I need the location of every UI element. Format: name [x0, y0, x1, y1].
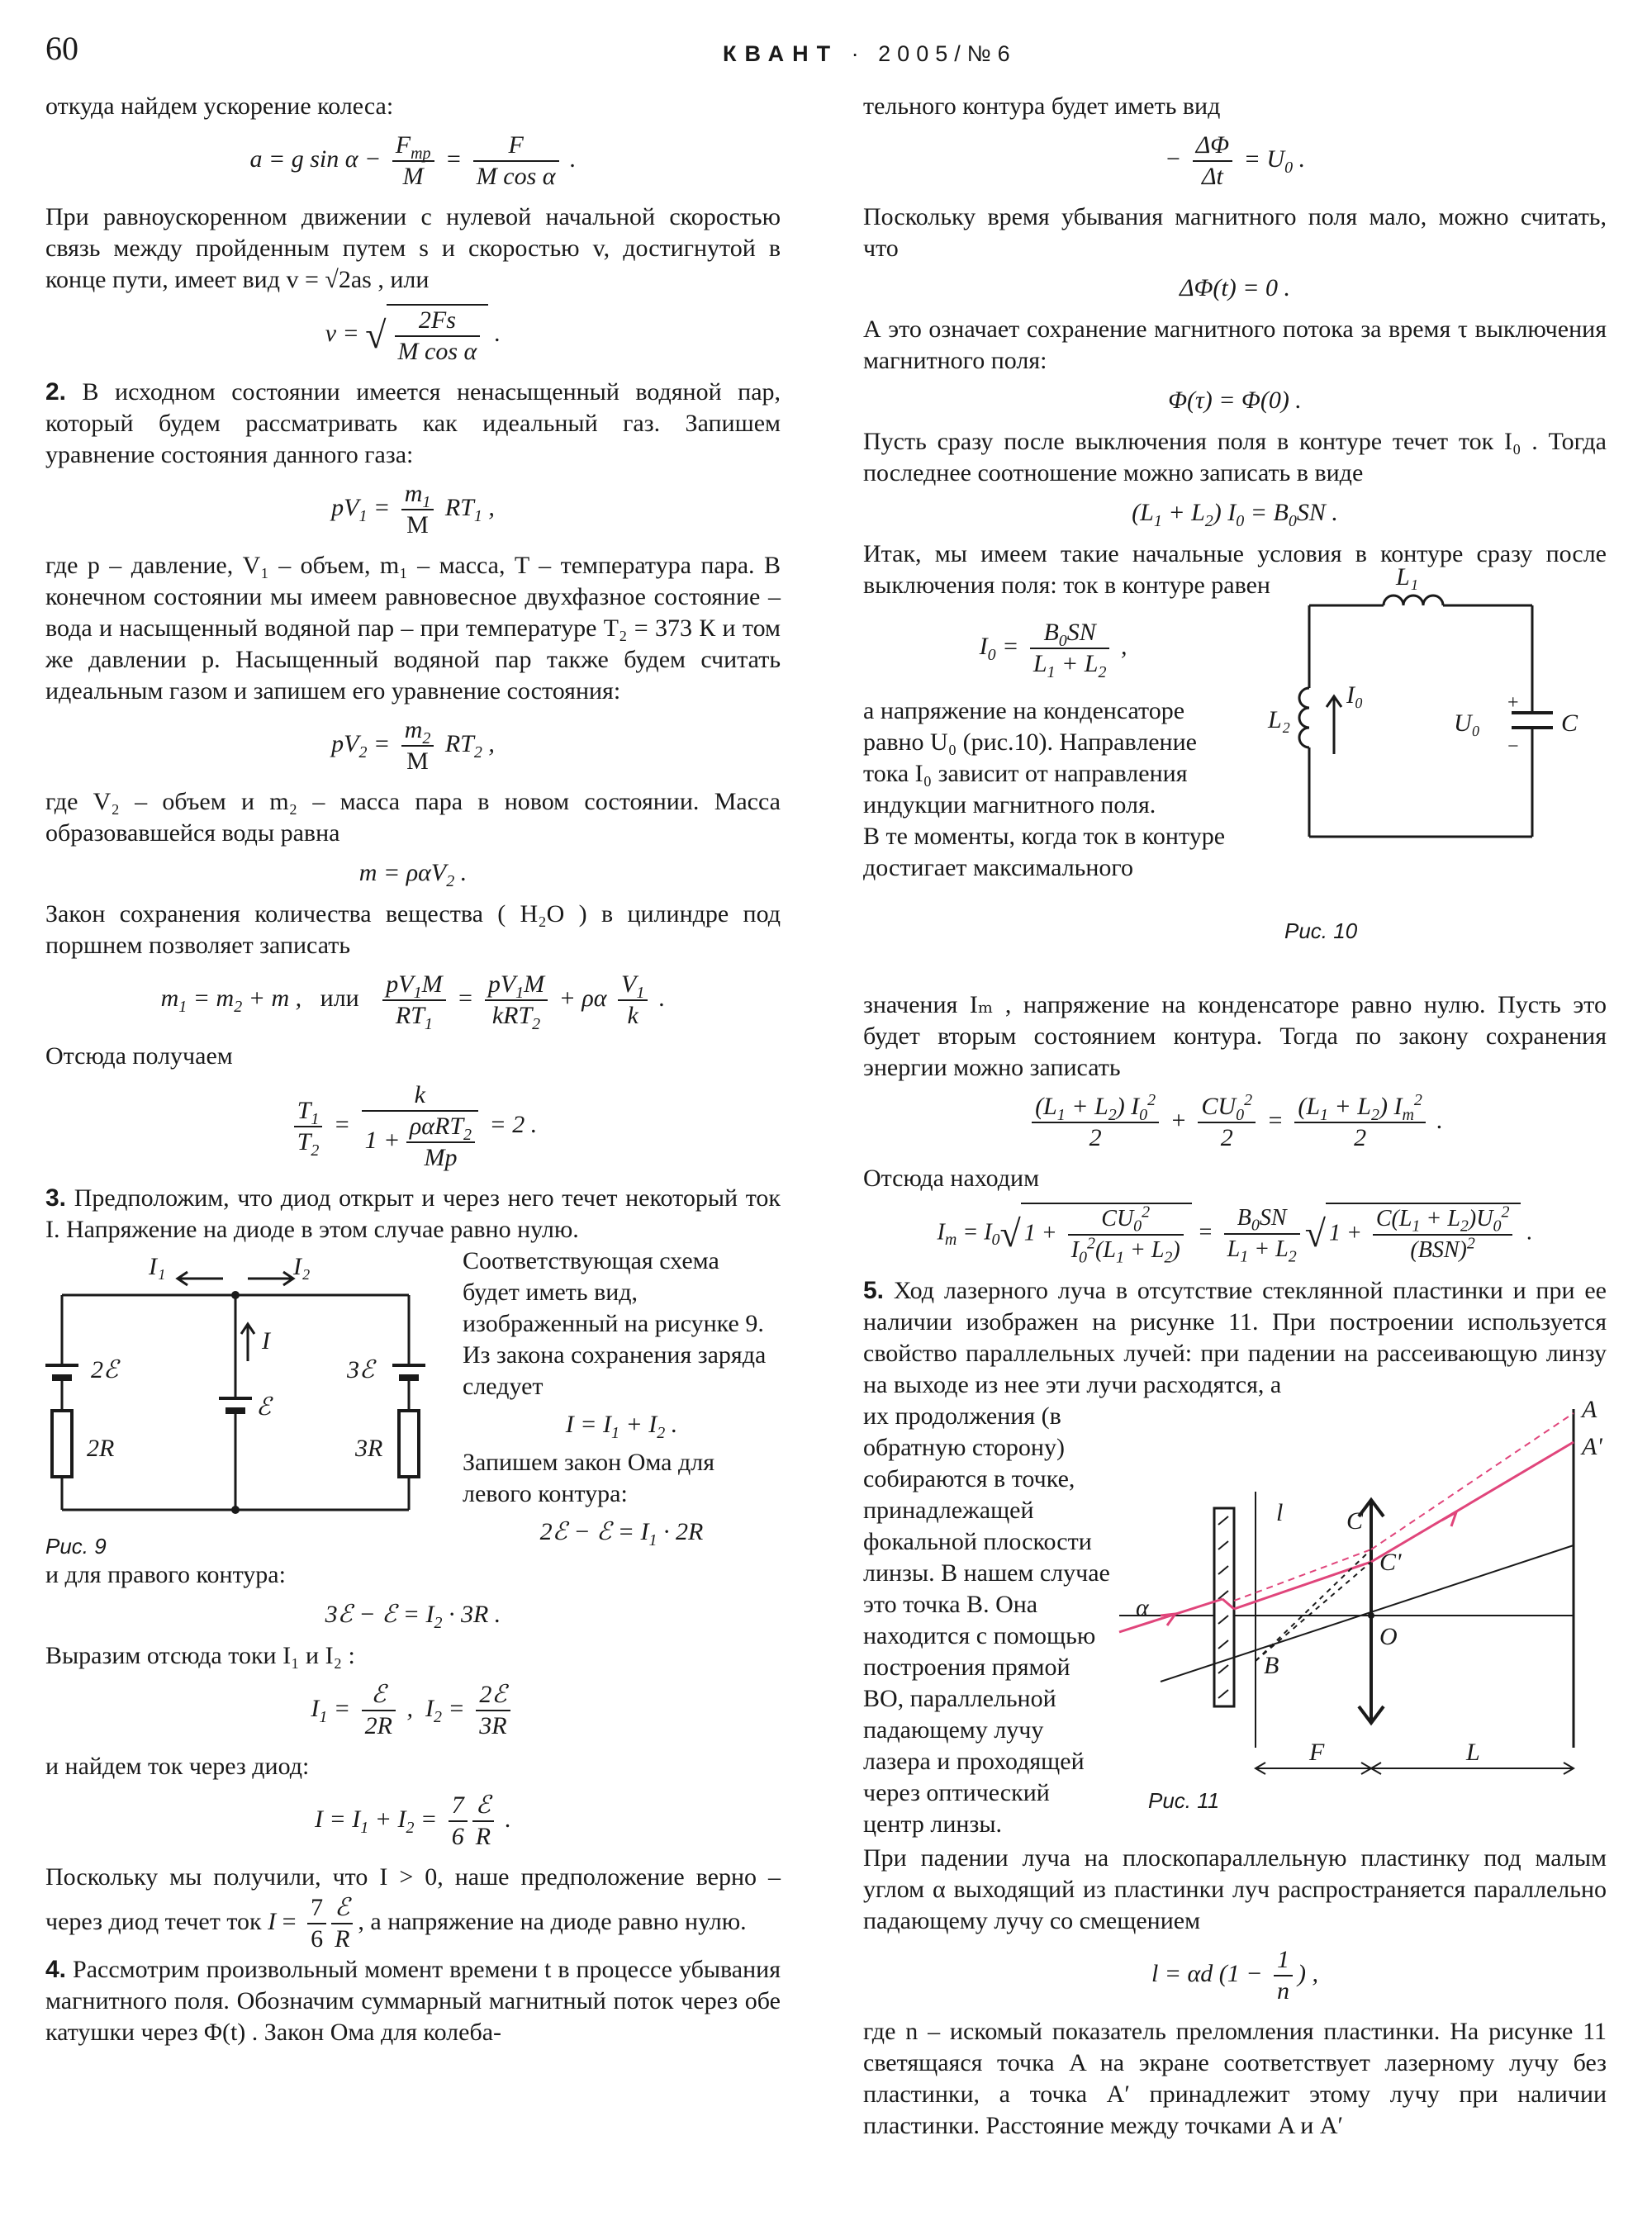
paragraph-problem-3: 3. Предположим, что диод открыт и через него течет некоторый ток I. Напряжение на диоде в этом случае равно нулю.: [45, 1184, 781, 1243]
formula-emf: − $\frac{\Delta\Phi}{\Delta t}$ = $U_0$ .: [1164, 131, 1306, 190]
formula-conservation: $m_1 = m_2 + m$ , или $\frac{pV_1M}{RT_1}$ = $\frac{pV_1M}{kRT_2}$ + ρα $\frac{V_1}{k}$ .: [160, 970, 666, 1033]
label-alpha: α: [1136, 1594, 1149, 1621]
formula-state-2: $pV_2$ = $\frac{m_2}{M}$ $RT_2$ ,: [331, 716, 495, 775]
figure-9-side-text: Соответствующая схема будет иметь вид, изображенный на рисунке 9. Из закона сохранения заряда следует $I = I_1 + I_2$ . Запишем закон Ома для левого контура: 2ℰ − ℰ = $I_1 \cdot 2R$: [463, 1246, 781, 1554]
label-L1: L₁: [1396, 563, 1419, 591]
label-F: F: [1309, 1739, 1325, 1766]
label-r3: 3R: [355, 1435, 383, 1462]
paragraph: где p – давление, V₁ – объем, m₁ – масса, T – температура пара. В конечном состоянии мы имеем равновесное двухфазное состояние – вода и насыщенный водяной пар – при температуре T₂ = 373 К и том же давлении p. Насыщенный водяной пар также будем считать идеальным газом и запишем его уравнение состояния:: [45, 552, 781, 705]
label-U0: U₀: [1454, 709, 1481, 737]
paragraph: А это означает сохранение магнитного потока за время τ выключения магнитного поля:: [863, 316, 1607, 374]
figure-11-side-text: их продолжения (в обратную сторону) собираются в точке, принадлежащей фокальной плоскости линзы. В нашем случае это точка B. Она находится с помощью построения прямой BO, параллельной падающему лучу лазера и проходящей через оптический центр линзы.: [863, 1402, 1110, 1838]
paragraph-problem-5: 5. Ход лазерного луча в отсутствие стеклянной пластинки и при ее наличии изображен на рисунке 11. При построении используется свойство параллельных лучей: при падении на рассеивающую линзу на выходе из нее эти лучи расходятся, а: [863, 1277, 1607, 1398]
formula-max-current: $I_m = I_0√$ 1 + $\frac{CU_0^2}{I_0^2(L_1 + L_2)}$ = $\frac{B_0SN}{L_1 + L_2}$ √ 1 + $\frac{C(L_1 + L_2)U_0^2}{(BSN)^2}$ .: [937, 1203, 1533, 1267]
label-I0: I₀: [1346, 681, 1364, 709]
label-A-prime: A': [1582, 1433, 1602, 1460]
figure-11-caption: Рис. 11: [1148, 1788, 1220, 1813]
paragraph: Итак, мы имеем такие начальные условия в контуре сразу после выключения поля: ток в контуре равен: [863, 540, 1607, 599]
paragraph: Отсюда получаем: [45, 1042, 233, 1070]
figure-11-block: [863, 1396, 1607, 1843]
formula-currents: $I_1$ = $\frac{\text{ℰ}}{2R}$ , $I_2$ = $\frac{\text{2ℰ}}{3R}$: [45, 1680, 781, 1741]
paragraph-problem-4: 4. Рассмотрим произвольный момент времени t в процессе убывания магнитного поля. Обозначим суммарный магнитный поток через обе катушки через Φ(t) . Закон Ома для колеба-: [45, 1956, 781, 2046]
paragraph: Закон сохранения количества вещества ( H₂O ) в цилиндре под поршнем позволяет записать: [45, 900, 781, 959]
circuit-diagram-10: [1260, 539, 1607, 903]
label-minus: −: [1507, 736, 1519, 757]
figure-9-caption: Рис. 9: [45, 1534, 107, 1559]
paragraph: Поскольку время убывания магнитного поля мало, можно считать, что: [863, 203, 1607, 262]
formula-acceleration: a = g sin α − $\frac{F_{тр}}{M}$ = $\frac{F}{\text{M cos α}}$ .: [249, 131, 577, 190]
formula-temperature-ratio: $\frac{T_1}{T_2}$ = k 1 + $\frac{\rho\alpha RT_2}{Mp}$ = 2 .: [45, 1080, 781, 1173]
paragraph: При равноускоренном движении с нулевой начальной скоростью связь между пройденным путем s и скоростью v, достигнутой в конце пути, имеет вид v = √2as , или: [45, 203, 781, 293]
label-emf: ℰ: [256, 1393, 272, 1421]
paragraph-problem-2: 2. В исходном состоянии имеется ненасыщенный водяной пар, который будем рассматривать как идеальный газ. Запишем уравнение состояния данного газа:: [45, 378, 781, 468]
formula-initial-flux: $(L_1 + L_2) I_0 = B_0SN$ .: [1132, 499, 1338, 530]
formula-left-loop: 2ℰ − ℰ = $I_1 \cdot 2R$: [539, 1518, 704, 1549]
formula-initial-current: $I_0$ = $\frac{B_0SN}{L_1 + L_2}$ ,: [979, 619, 1127, 681]
paragraph: и найдем ток через диод:: [45, 1753, 310, 1780]
label-A: A: [1582, 1396, 1597, 1423]
formula-displacement: l = αd (1 − $\frac{1}{n}$ ) ,: [1151, 1946, 1319, 2005]
paragraph: Выразим отсюда токи I₁ и I₂ :: [45, 1642, 355, 1669]
formula-energy: $\frac{(L_1 + L_2) I_0^2}{2}$ + $\frac{CU_0^2}{2}$ = $\frac{(L_1 + L_2) I_m^2}{2}$ .: [863, 1092, 1607, 1153]
label-C: C: [1561, 709, 1578, 737]
label-r2: 2R: [87, 1435, 115, 1462]
paragraph: и для правого контура:: [45, 1561, 286, 1588]
paragraph: откуда найдем ускорение колеса:: [45, 93, 394, 120]
page-header: [45, 30, 1607, 83]
paragraph: тельного контура будет иметь вид: [863, 93, 1221, 120]
journal-title: КВАНТ · 2005/№6: [723, 41, 1017, 66]
paragraph: где n – искомый показатель преломления пластинки. На рисунке 11 светящаяся точка A на экране соответствует лазерному лучу без пластинки, а точка A′ принадлежит этому лучу при наличии пластинки. Расстояние между точками A и A′: [863, 2018, 1607, 2139]
formula-velocity: v = √ $\frac{2Fs}{\text{M cos α}}$ .: [45, 304, 781, 367]
paragraph: Пусть сразу после выключения поля в контуре течет ток I₀ . Тогда последнее соотношение можно записать в виде: [863, 428, 1607, 486]
figure-10-caption: Рис. 10: [1284, 918, 1358, 943]
formula-flux-conservation: Φ(τ) = Φ(0) .: [1168, 387, 1302, 414]
circuit-diagram-9: [45, 1246, 458, 1559]
label-C: C: [1346, 1507, 1364, 1535]
paragraph: При падении луча на плоскопараллельную пластинку под малым углом α выходящий из пластинки луч распространяется параллельно падающему лучу со смещением: [863, 1844, 1607, 1934]
label-I: I: [262, 1327, 270, 1355]
paragraph: Отсюда находим: [863, 1165, 1040, 1192]
label-L2: L₂: [1268, 706, 1291, 733]
paragraph-conclusion: Поскольку мы получили, что I > 0, наше предположение верно – через диод течет ток I = $\frac{7}{6}$ $\frac{\text{ℰ}}{R}$ , а напряжение на диоде равно нулю.: [45, 1863, 781, 1953]
formula-diode-current: $I = I_1 + I_2$ = $\frac{7}{6}$ $\frac{\text{ℰ}}{R}$ .: [314, 1791, 512, 1850]
label-C-prime: C': [1379, 1549, 1402, 1576]
figure-9-block: [45, 1246, 781, 1559]
left-column: [45, 91, 781, 2048]
formula-current-sum: $I = I_1 + I_2$ .: [565, 1411, 678, 1442]
label-B: B: [1264, 1652, 1279, 1679]
optics-diagram-11: [1111, 1384, 1607, 1814]
paragraph: значения Iₘ , напряжение на конденсаторе равно нулю. Пусть это будет вторым состоянием контура. Тогда по закону сохранения энергии можно записать: [863, 991, 1607, 1081]
formula-state-1: $pV_1$ = $\frac{m_1}{M}$ $RT_1$ ,: [331, 480, 495, 539]
label-L: L: [1466, 1739, 1480, 1766]
paragraph: где V₂ – объем и m₂ – масса пара в новом состоянии. Масса образовавшейся воды равна: [45, 788, 781, 847]
label-plus: +: [1507, 692, 1519, 714]
formula-right-loop: 3ℰ − ℰ = $I_2 \cdot 3R$ .: [325, 1601, 501, 1632]
label-l: l: [1276, 1499, 1284, 1526]
label-I2: I₂: [293, 1253, 311, 1280]
formula-water-mass: m = ραV$_2$ .: [358, 859, 468, 890]
right-column: [863, 91, 1607, 2142]
label-emf-2: 2ℰ: [91, 1356, 119, 1383]
page-number: 60: [45, 30, 78, 67]
formula-flux-change: ΔΦ(t) = 0 .: [1179, 274, 1290, 301]
label-I1: I₁: [149, 1253, 166, 1280]
label-O: O: [1379, 1623, 1398, 1650]
figure-10-side-text: $I_0$ = $\frac{B_0SN}{L_1 + L_2}$ , а напряжение на конденсаторе равно U₀ (рис.10). Направление тока I₀ зависит от направления индукции магнитного поля. В те моменты, когда ток в контуре достигает максимального: [863, 601, 1243, 884]
label-emf-3: 3ℰ: [347, 1356, 375, 1383]
